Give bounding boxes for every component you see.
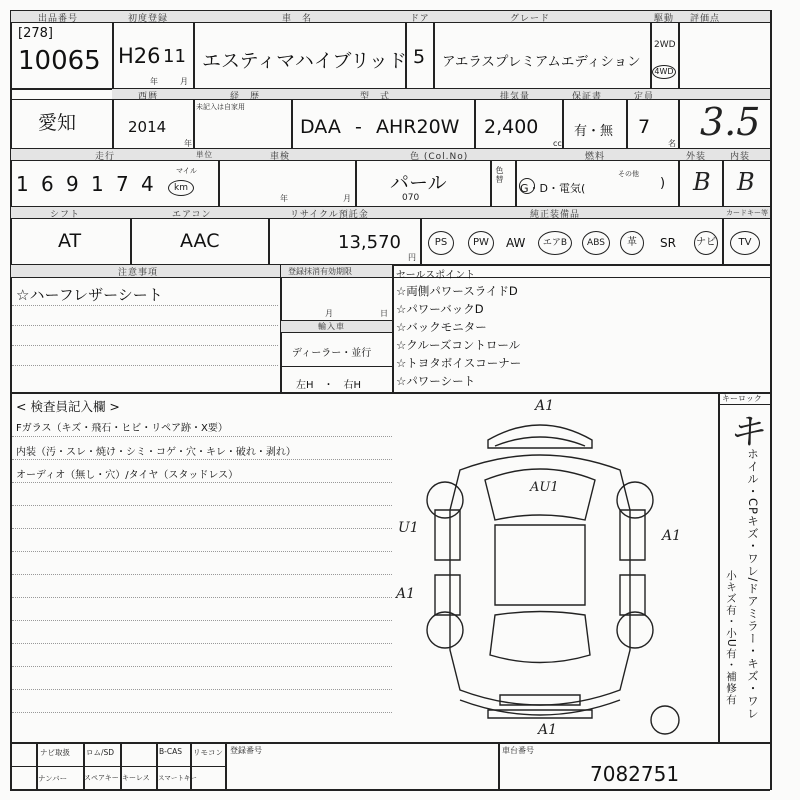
- footer-cell: ナビ取扱: [40, 748, 70, 757]
- damage-mark: AU1: [530, 480, 559, 495]
- label-drive: 駆動: [654, 14, 675, 24]
- fuel-options: G・D・電気(: [520, 182, 586, 195]
- inspection-rule: [12, 666, 392, 667]
- frame-bottom: [10, 789, 770, 791]
- caution-rule: [12, 365, 278, 366]
- notes-h3: [280, 366, 392, 367]
- equip-sr: SR: [660, 236, 676, 250]
- reg-era: H26: [118, 44, 161, 68]
- mileage-digit: 1: [91, 172, 104, 196]
- inspection-rule: [12, 643, 392, 644]
- insp-v1: [718, 392, 720, 742]
- inspection-line: 内装（汚・スレ・焼け・シミ・コゲ・穴・キレ・破れ・剥れ）: [16, 447, 296, 458]
- sales-point-item: ☆トヨタボイスコーナー: [396, 356, 522, 370]
- door-count: 5: [413, 46, 426, 68]
- car-name: エスティマハイブリッド: [202, 50, 407, 72]
- row4-label-band: [11, 207, 770, 218]
- model-code: AHR20W: [376, 116, 460, 138]
- label-mileage: 走行: [95, 152, 116, 162]
- equip-navi-circled: ナビ: [694, 231, 718, 255]
- mileage-digits: [16, 172, 161, 196]
- car-diagram: [400, 400, 700, 740]
- warranty: 有・無: [574, 124, 614, 139]
- equip-ps-circled: PS: [428, 231, 454, 255]
- label-exterior: 外装: [686, 152, 707, 162]
- label-color: 色 (Col.No): [410, 152, 469, 162]
- label-history: 経 歴: [230, 92, 261, 102]
- inspection-rule: [12, 712, 392, 713]
- label-interior: 内装: [730, 152, 751, 162]
- sales-point-item: ☆クルーズコントロール: [396, 338, 521, 352]
- reg-month-unit: 月: [180, 77, 188, 86]
- model-year: 2014: [128, 118, 167, 136]
- mileage-unit-mile: マイル: [176, 167, 197, 175]
- label-caution: 注意事項: [118, 268, 159, 278]
- displacement: 2,400: [484, 116, 539, 138]
- color-code: 070: [402, 193, 420, 203]
- footer-cell: B-CAS: [159, 747, 182, 756]
- lot-number: 10065: [18, 46, 101, 76]
- caution-rule: [12, 325, 278, 326]
- label-registration: 登録抹消有効期限: [288, 267, 352, 276]
- label-recycle: リサイクル預託金: [290, 210, 369, 220]
- history-note: 未記入は自家用: [196, 103, 245, 111]
- color-name: パール: [390, 172, 447, 194]
- sales-point-item: ☆両側パワースライドD: [396, 284, 518, 298]
- caution-rule: [12, 345, 278, 346]
- label-band-3: [10, 160, 770, 161]
- model-year-unit: 年: [184, 139, 192, 148]
- inspection-rule: [12, 597, 392, 598]
- row2-label-band: [112, 89, 770, 99]
- recycle-yen: 円: [408, 253, 416, 262]
- sales-point-item: ☆パワーバックD: [396, 302, 484, 316]
- footer-cell: スマートキー: [158, 774, 197, 782]
- equip-tv-circled: TV: [730, 231, 760, 255]
- equip-pw-circled: PW: [468, 231, 494, 255]
- label-fuel: 燃料: [585, 152, 606, 162]
- reg-year-unit: 年: [150, 77, 158, 86]
- mileage-unit-km-circled: km: [168, 180, 194, 196]
- registration-day: 日: [380, 309, 388, 318]
- row-divider-6: [10, 742, 770, 744]
- mileage-digit: 6: [41, 172, 54, 196]
- aircon-value: AAC: [180, 230, 220, 252]
- inspection-rule: [12, 482, 392, 483]
- label-aircon: エアコン: [172, 210, 212, 220]
- label-warranty: 保証書: [572, 92, 603, 102]
- label-grade: グレード: [510, 14, 551, 24]
- footer-v5: [225, 742, 227, 789]
- fuel-g-circle: [519, 178, 535, 194]
- capacity: 7: [638, 116, 651, 138]
- notes-v2: [392, 264, 394, 392]
- label-import: 輸入車: [318, 322, 345, 331]
- footer-cell: キーレス: [122, 774, 150, 782]
- label-car-name: 車 名: [282, 14, 313, 24]
- label-capacity: 定員: [634, 92, 655, 102]
- label-doors: ドア: [410, 14, 430, 24]
- row-divider-5: [10, 392, 770, 394]
- inspection-title: < 検査員記入欄 >: [16, 399, 120, 414]
- label-first-reg: 初度登録: [128, 14, 169, 24]
- side-note: ホイル・CPキズ・ワレ/ドアミラー・キズ・ワレ: [746, 448, 760, 720]
- inspection-rule: [12, 574, 392, 575]
- notes-h2: [280, 332, 392, 333]
- mileage-digit: 9: [66, 172, 79, 196]
- displacement-unit: cc: [553, 139, 562, 148]
- inspection-line: Fガラス（キズ・飛石・ヒビ・リペア跡・X要）: [16, 423, 228, 434]
- damage-mark: A1: [535, 398, 555, 414]
- caution-item: ☆ハーフレザーシート: [16, 286, 163, 304]
- label-reg-no: 登録番号: [230, 746, 262, 755]
- inspection-rule: [12, 436, 392, 437]
- inspection-month-unit: 月: [343, 194, 351, 203]
- inspection-rule: [12, 459, 392, 460]
- inspection-line: オーディオ（無し・穴）/タイヤ（スタッドレス）: [16, 470, 239, 481]
- inspection-year-unit: 年: [280, 194, 288, 203]
- fuel-close: ): [660, 176, 666, 191]
- damage-mark: A1: [538, 722, 558, 738]
- label-band-4: [10, 218, 770, 219]
- damage-mark: U1: [398, 520, 419, 536]
- frame-right: [770, 10, 772, 790]
- caution-rule: [12, 305, 278, 306]
- footer-cell: スペアキー: [84, 774, 119, 782]
- equip-aw: AW: [506, 236, 526, 250]
- capacity-unit: 名: [668, 139, 676, 148]
- inspection-rule: [12, 689, 392, 690]
- grade: アエラスプレミアムエディション: [442, 54, 641, 70]
- color-change: 色替: [495, 166, 504, 184]
- reg-month: 11: [163, 46, 186, 67]
- drive-2wd: 2WD: [654, 40, 676, 50]
- damage-mark: A1: [662, 528, 682, 544]
- footer-h1: [10, 766, 225, 767]
- lot-prefix: [278]: [18, 26, 53, 41]
- inspection-rule: [12, 528, 392, 529]
- label-cardkey: カードキー等: [726, 209, 768, 217]
- label-sales-points: セールスポイント: [396, 270, 476, 281]
- shift-value: AT: [58, 230, 82, 252]
- label-unit: 単位: [196, 150, 213, 159]
- drive-4wd-circled: 4WD: [652, 65, 676, 79]
- inspection-rule: [12, 620, 392, 621]
- model-prefix: DAA: [300, 116, 341, 138]
- equip-abs-circled: ABS: [582, 231, 610, 255]
- score-value: 3.5: [700, 100, 761, 144]
- r3-v3: [490, 160, 492, 206]
- fuel-other: その他: [618, 170, 639, 178]
- label-inspection: 車検: [270, 152, 291, 162]
- label-entry-no: 出品番号: [38, 14, 79, 24]
- equip-airbag-circled: エアB: [538, 231, 572, 255]
- footer-cell: ナンバー: [38, 774, 68, 783]
- sales-point-item: ☆パワーシート: [396, 374, 476, 388]
- equip-leather-circled: 革: [620, 231, 644, 255]
- mileage-digit: 4: [141, 172, 154, 196]
- keylock-mark: キ: [728, 412, 765, 453]
- label-equipment: 純正装備品: [530, 210, 581, 220]
- label-year: 西暦: [138, 92, 159, 102]
- label-keylock: キーロック: [722, 394, 762, 403]
- chassis-number: 7082751: [590, 762, 680, 786]
- exterior-grade: B: [693, 168, 711, 196]
- recycle-value: 13,570: [338, 232, 401, 253]
- label-chassis: 車台番号: [502, 746, 534, 755]
- frame-left: [10, 10, 12, 790]
- steering-side: 左H ・ 右H: [296, 380, 362, 391]
- mileage-digit: 1: [16, 172, 29, 196]
- label-model: 型 式: [360, 92, 391, 102]
- sales-point-item: ☆バックモニター: [396, 320, 487, 334]
- damage-mark: A1: [396, 586, 416, 602]
- label-displacement: 排気量: [500, 92, 531, 102]
- inspection-rule: [12, 551, 392, 552]
- mileage-digit: 7: [116, 172, 129, 196]
- footer-cell: リモコン: [193, 748, 223, 757]
- import-value: ディーラー・並行: [292, 348, 372, 359]
- footer-cell: ロム/SD: [86, 748, 115, 757]
- row3-label-band: [11, 149, 770, 160]
- interior-grade: B: [737, 168, 755, 196]
- registration-month: 月: [325, 309, 333, 318]
- label-score: 評価点: [690, 14, 721, 24]
- region: 愛知: [38, 112, 77, 134]
- inspection-rule: [12, 505, 392, 506]
- label-shift: シフト: [50, 210, 81, 220]
- model-dash: -: [355, 116, 362, 138]
- footer-v6: [498, 742, 500, 789]
- side-note-2: 小キズ有・小U有・補修有: [725, 570, 737, 706]
